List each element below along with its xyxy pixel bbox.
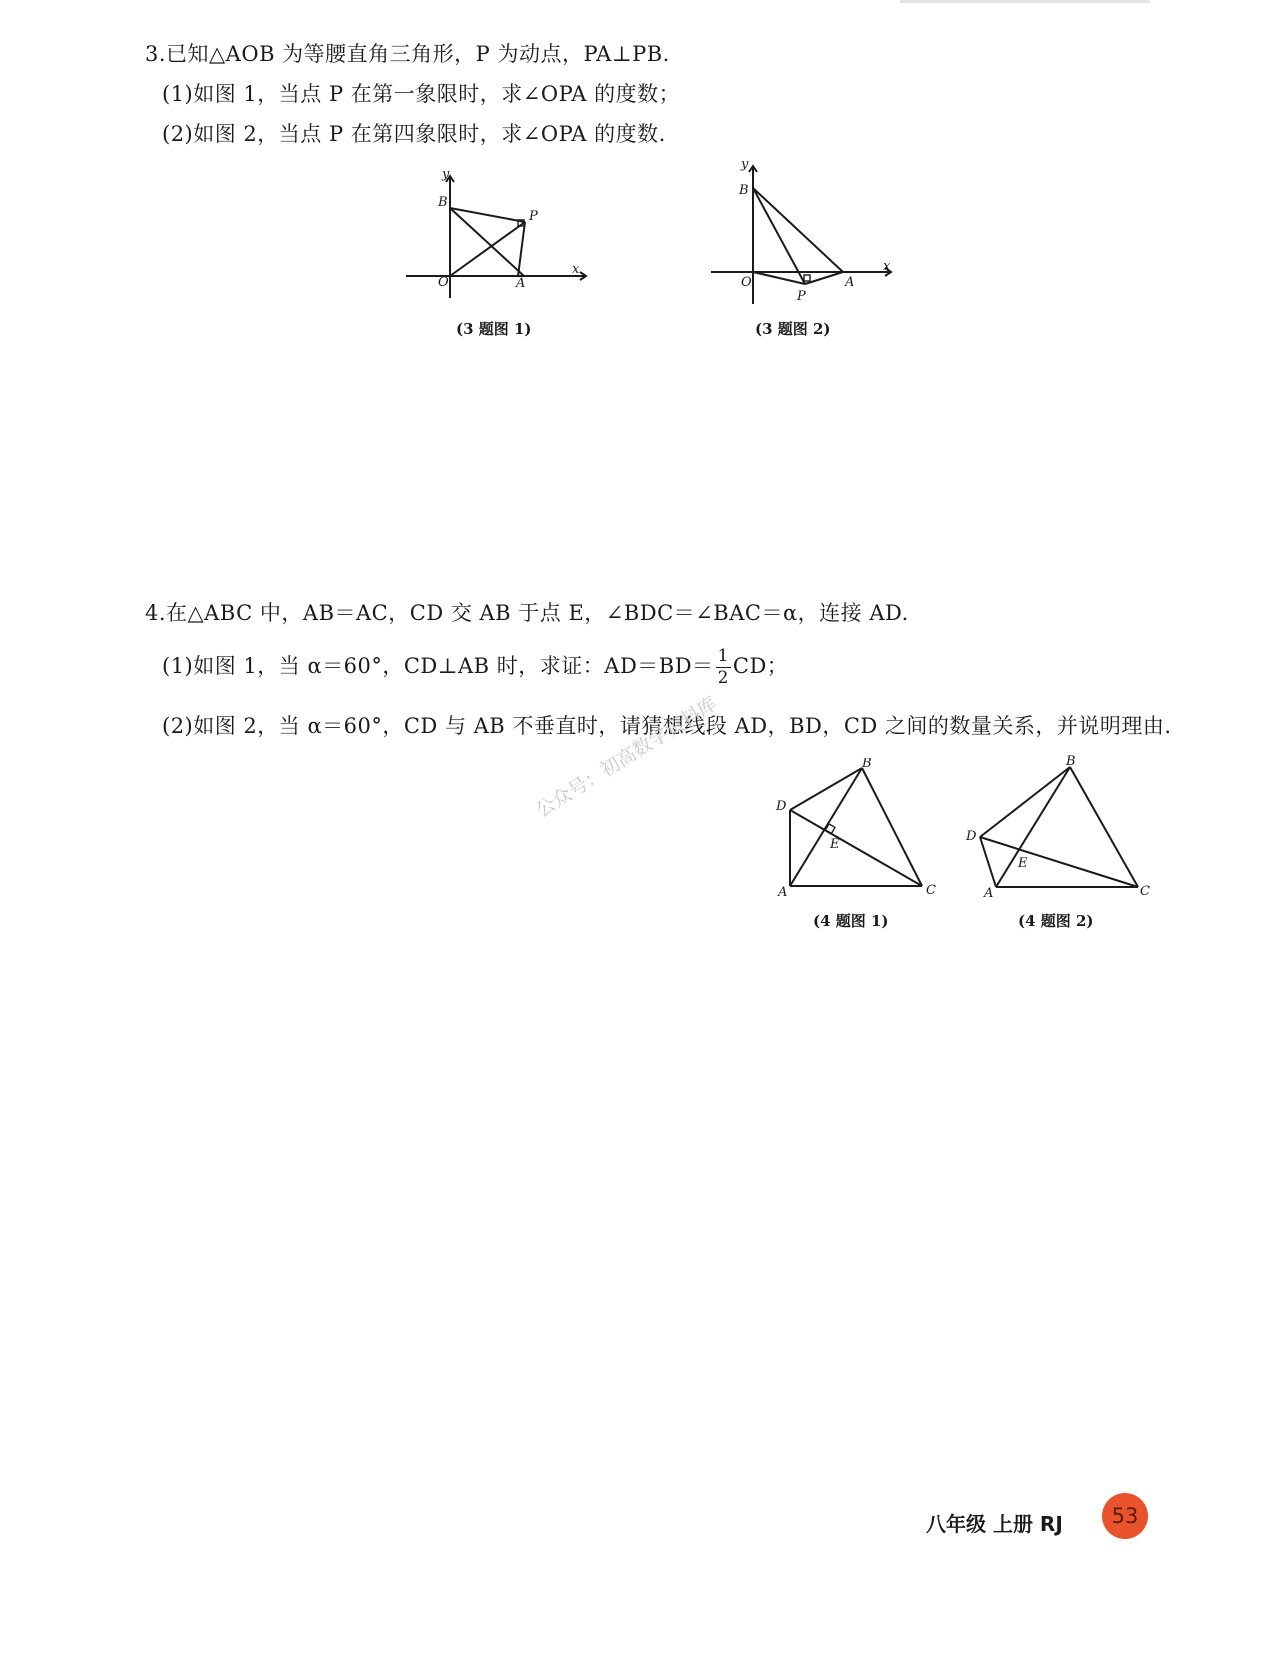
q3f1-label-x: x [572,262,580,277]
q4f2-label-A: A [984,886,994,900]
q3f2-label-P: P [797,289,806,304]
q4-part1 [162,648,788,687]
q4f2-label-C: C [1140,884,1150,899]
q3f1-label-B: B [438,195,448,210]
q4-part2: (2)如图 2，当 α＝60°，CD 与 AB 不垂直时，请猜想线段 AD，BD，CD 之间的数量关系，并说明理由. [162,714,1172,738]
q4-stem: 4.在△ABC 中，AB＝AC，CD 交 AB 于点 E，∠BDC＝∠BAC＝α，连接 AD. [145,601,909,625]
watermark-text: 公众号：初高数学资料库 [532,692,722,823]
q3f2-label-O: O [741,275,752,290]
q3f2-label-B: B [739,183,749,198]
q3-part1: (1)如图 1，当点 P 在第一象限时，求∠OPA 的度数； [162,82,681,106]
footer-grade-label: 八年级 上册 RJ [926,1512,1063,1536]
q4-figure-2 [958,755,1168,900]
q4-figure-1 [770,758,945,898]
page-number-badge: 53 [1102,1493,1148,1539]
q3f1-label-A: A [516,276,526,291]
top-edge-bar [900,0,1150,3]
q4-part1-text: (1)如图 1，当 α＝60°，CD⊥AB 时，求证：AD＝BD＝ [162,654,714,678]
q3-fig2-caption: (3 题图 2) [755,320,831,338]
q4f2-label-D: D [966,829,977,844]
q3-figure-2 [705,160,905,310]
q3f2-label-y: y [741,160,749,172]
q3f2-label-A: A [845,275,855,290]
one-half-fraction [716,648,731,687]
q3-stem: 3.已知△AOB 为等腰直角三角形，P 为动点，PA⊥PB. [145,42,670,66]
q4f1-label-A: A [778,885,788,898]
q3f1-label-y: y [442,170,450,182]
q4f2-label-B: B [1066,755,1076,769]
q4-fig2-caption: (4 题图 2) [1018,912,1094,930]
fraction-numerator: 1 [717,646,729,666]
q4f1-label-D: D [776,799,787,814]
q4-fig1-caption: (4 题图 1) [813,912,889,930]
q3-part2: (2)如图 2，当点 P 在第四象限时，求∠OPA 的度数. [162,122,666,146]
fraction-denominator: 2 [717,668,729,688]
q3f1-label-P: P [529,209,538,224]
q3f1-label-O: O [438,275,449,290]
q4f1-label-E: E [830,837,840,852]
q4-part1-tail: CD； [732,654,789,678]
q4f1-label-C: C [926,883,936,898]
q3f2-label-x: x [883,259,891,274]
q3-fig1-caption: (3 题图 1) [456,320,532,338]
q4f2-label-E: E [1018,856,1028,871]
q4f1-label-B: B [862,758,872,771]
q3-figure-1 [400,170,600,300]
